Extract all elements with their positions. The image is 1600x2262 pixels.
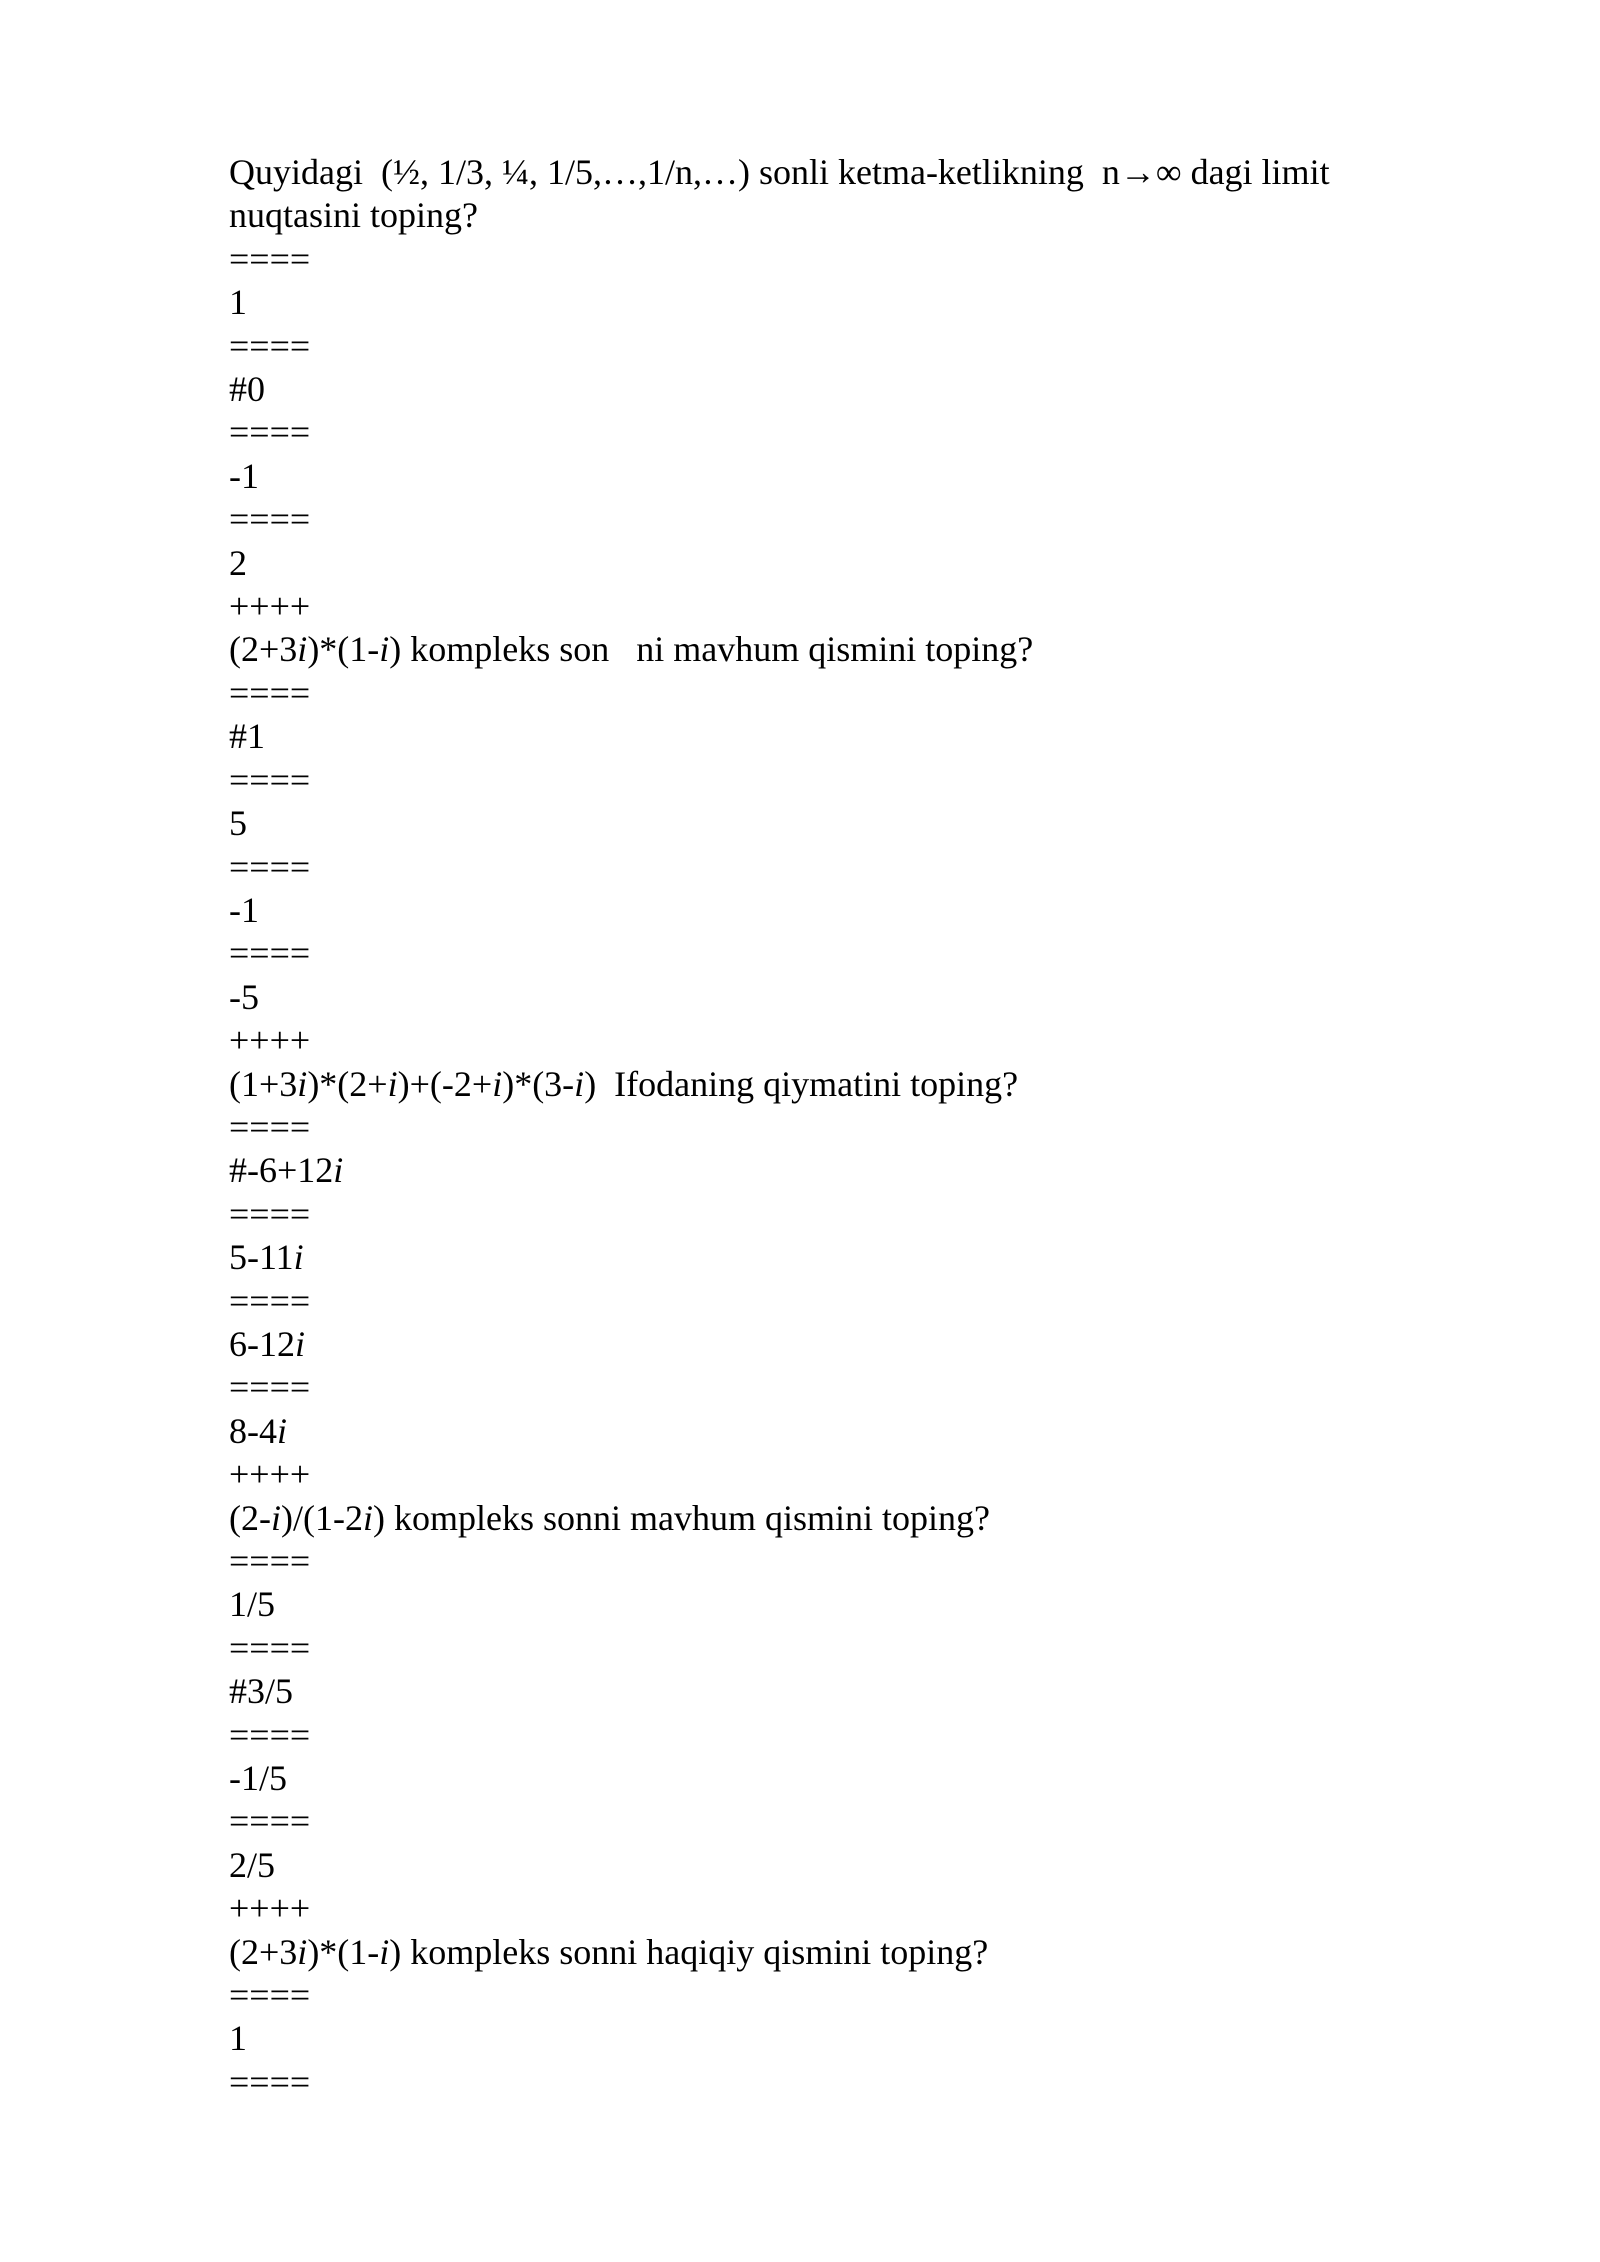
separator-line [229,1366,1409,1409]
text-run: ) kompleks sonni mavhum qismini toping? [372,1497,990,1538]
imaginary-unit: i [297,1931,308,1972]
text-run: 2 [229,542,247,583]
text-run: ==== [229,1801,311,1842]
text-run: ==== [229,1714,311,1755]
text-run: #-6+12 [229,1150,334,1191]
text-run: #0 [229,369,265,410]
separator-line [229,1800,1409,1843]
text-run: )*(3- [502,1063,575,1104]
text-run: ==== [229,759,311,800]
text-run: #3/5 [229,1671,294,1712]
separator-line [229,1453,1409,1496]
answer-option [229,542,1409,585]
text-run: 5 [229,803,247,844]
text-run: (2+3 [229,629,298,670]
imaginary-unit: i [295,1323,306,1364]
answer-option [229,1670,1409,1713]
separator-line [229,1106,1409,1149]
imaginary-unit: i [379,1931,390,1972]
text-run: ) kompleks sonni haqiqiy qismini toping? [389,1931,989,1972]
text-run: )*(1- [307,1931,380,1972]
separator-line [229,1627,1409,1670]
answer-option [229,889,1409,932]
text-run: ==== [229,412,311,453]
text-run: ++++ [229,1888,311,1929]
answer-option [229,1236,1409,1279]
separator-line [229,672,1409,715]
imaginary-unit: i [297,1063,308,1104]
text-run: -5 [229,976,259,1017]
imaginary-unit: i [297,629,308,670]
separator-line [229,2061,1409,2104]
answer-option [229,715,1409,758]
imaginary-unit: i [362,1497,373,1538]
imaginary-unit: i [387,1063,398,1104]
answer-option [229,1410,1409,1453]
text-run: 6-12 [229,1323,295,1364]
text-run: ==== [229,672,311,713]
text-run: ==== [229,1106,311,1147]
text-run: )*(2+ [307,1063,388,1104]
separator-line [229,1280,1409,1323]
imaginary-unit: i [379,629,390,670]
question-line [229,151,1409,238]
text-run: 2/5 [229,1844,276,1885]
question-line [229,1063,1409,1106]
text-run: ==== [229,1975,311,2016]
answer-option [229,455,1409,498]
text-run: -1 [229,455,259,496]
text-run: ) Ifodaning qiymatini toping? [584,1063,1019,1104]
separator-line [229,1193,1409,1236]
answer-option [229,368,1409,411]
text-run: (2- [229,1497,271,1538]
text-run: ==== [229,1541,311,1581]
text-run: ==== [229,1367,311,1408]
separator-line [229,1540,1409,1583]
text-run: 1 [229,282,247,323]
separator-line [229,1887,1409,1930]
imaginary-unit: i [270,1497,281,1538]
separator-line [229,411,1409,454]
text-run: -1 [229,889,259,930]
text-run: ++++ [229,586,311,627]
separator-line [229,498,1409,541]
answer-option [229,2017,1409,2060]
text-run: (1+3 [229,1063,298,1104]
separator-line [229,846,1409,889]
answer-option [229,802,1409,845]
answer-option [229,1323,1409,1366]
imaginary-unit: i [277,1410,288,1451]
separator-line [229,759,1409,802]
text-run: ==== [229,846,311,887]
text-run: ==== [229,238,311,279]
separator-line [229,1714,1409,1757]
separator-line [229,932,1409,975]
separator-line [229,325,1409,368]
imaginary-unit: i [492,1063,503,1104]
text-run: ++++ [229,1454,311,1495]
question-line [229,1931,1409,1974]
separator-line [229,238,1409,281]
imaginary-unit: i [574,1063,585,1104]
document-body [229,151,1409,2104]
answer-option [229,1844,1409,1887]
text-run: 1 [229,2018,247,2059]
text-run: 5-11 [229,1237,294,1278]
text-run: )+(-2+ [397,1063,493,1104]
answer-option [229,281,1409,324]
text-run: 8-4 [229,1410,277,1451]
text-run: ++++ [229,1020,311,1061]
text-run: ==== [229,1280,311,1321]
imaginary-unit: i [333,1150,344,1191]
text-run: ==== [229,1193,311,1234]
question-line [229,628,1409,671]
text-run: 1/5 [229,1584,276,1625]
text-run: ==== [229,499,311,540]
answer-option [229,1583,1409,1626]
answer-option [229,976,1409,1019]
answer-option [229,1149,1409,1192]
text-run: ) kompleks son ni mavhum qismini toping? [389,629,1034,670]
text-run: ==== [229,933,311,974]
separator-line [229,585,1409,628]
text-run: #1 [229,716,265,757]
question-line [229,1497,1409,1540]
text-run: (2+3 [229,1931,298,1972]
answer-option [229,1757,1409,1800]
separator-line [229,1019,1409,1062]
text-run: Quyidagi (½, 1/3, ¼, 1/5,…,1/n,…) sonli ketma-ketlikning n→∞ dagi limit nuqtasini toping? [229,152,1339,236]
text-run: ==== [229,1627,311,1668]
text-run: )*(1- [307,629,380,670]
imaginary-unit: i [293,1237,304,1278]
text-run: ==== [229,325,311,366]
text-run: -1/5 [229,1758,287,1799]
text-run: )/(1-2 [281,1497,363,1538]
text-run: ==== [229,2061,311,2102]
separator-line [229,1974,1409,2017]
